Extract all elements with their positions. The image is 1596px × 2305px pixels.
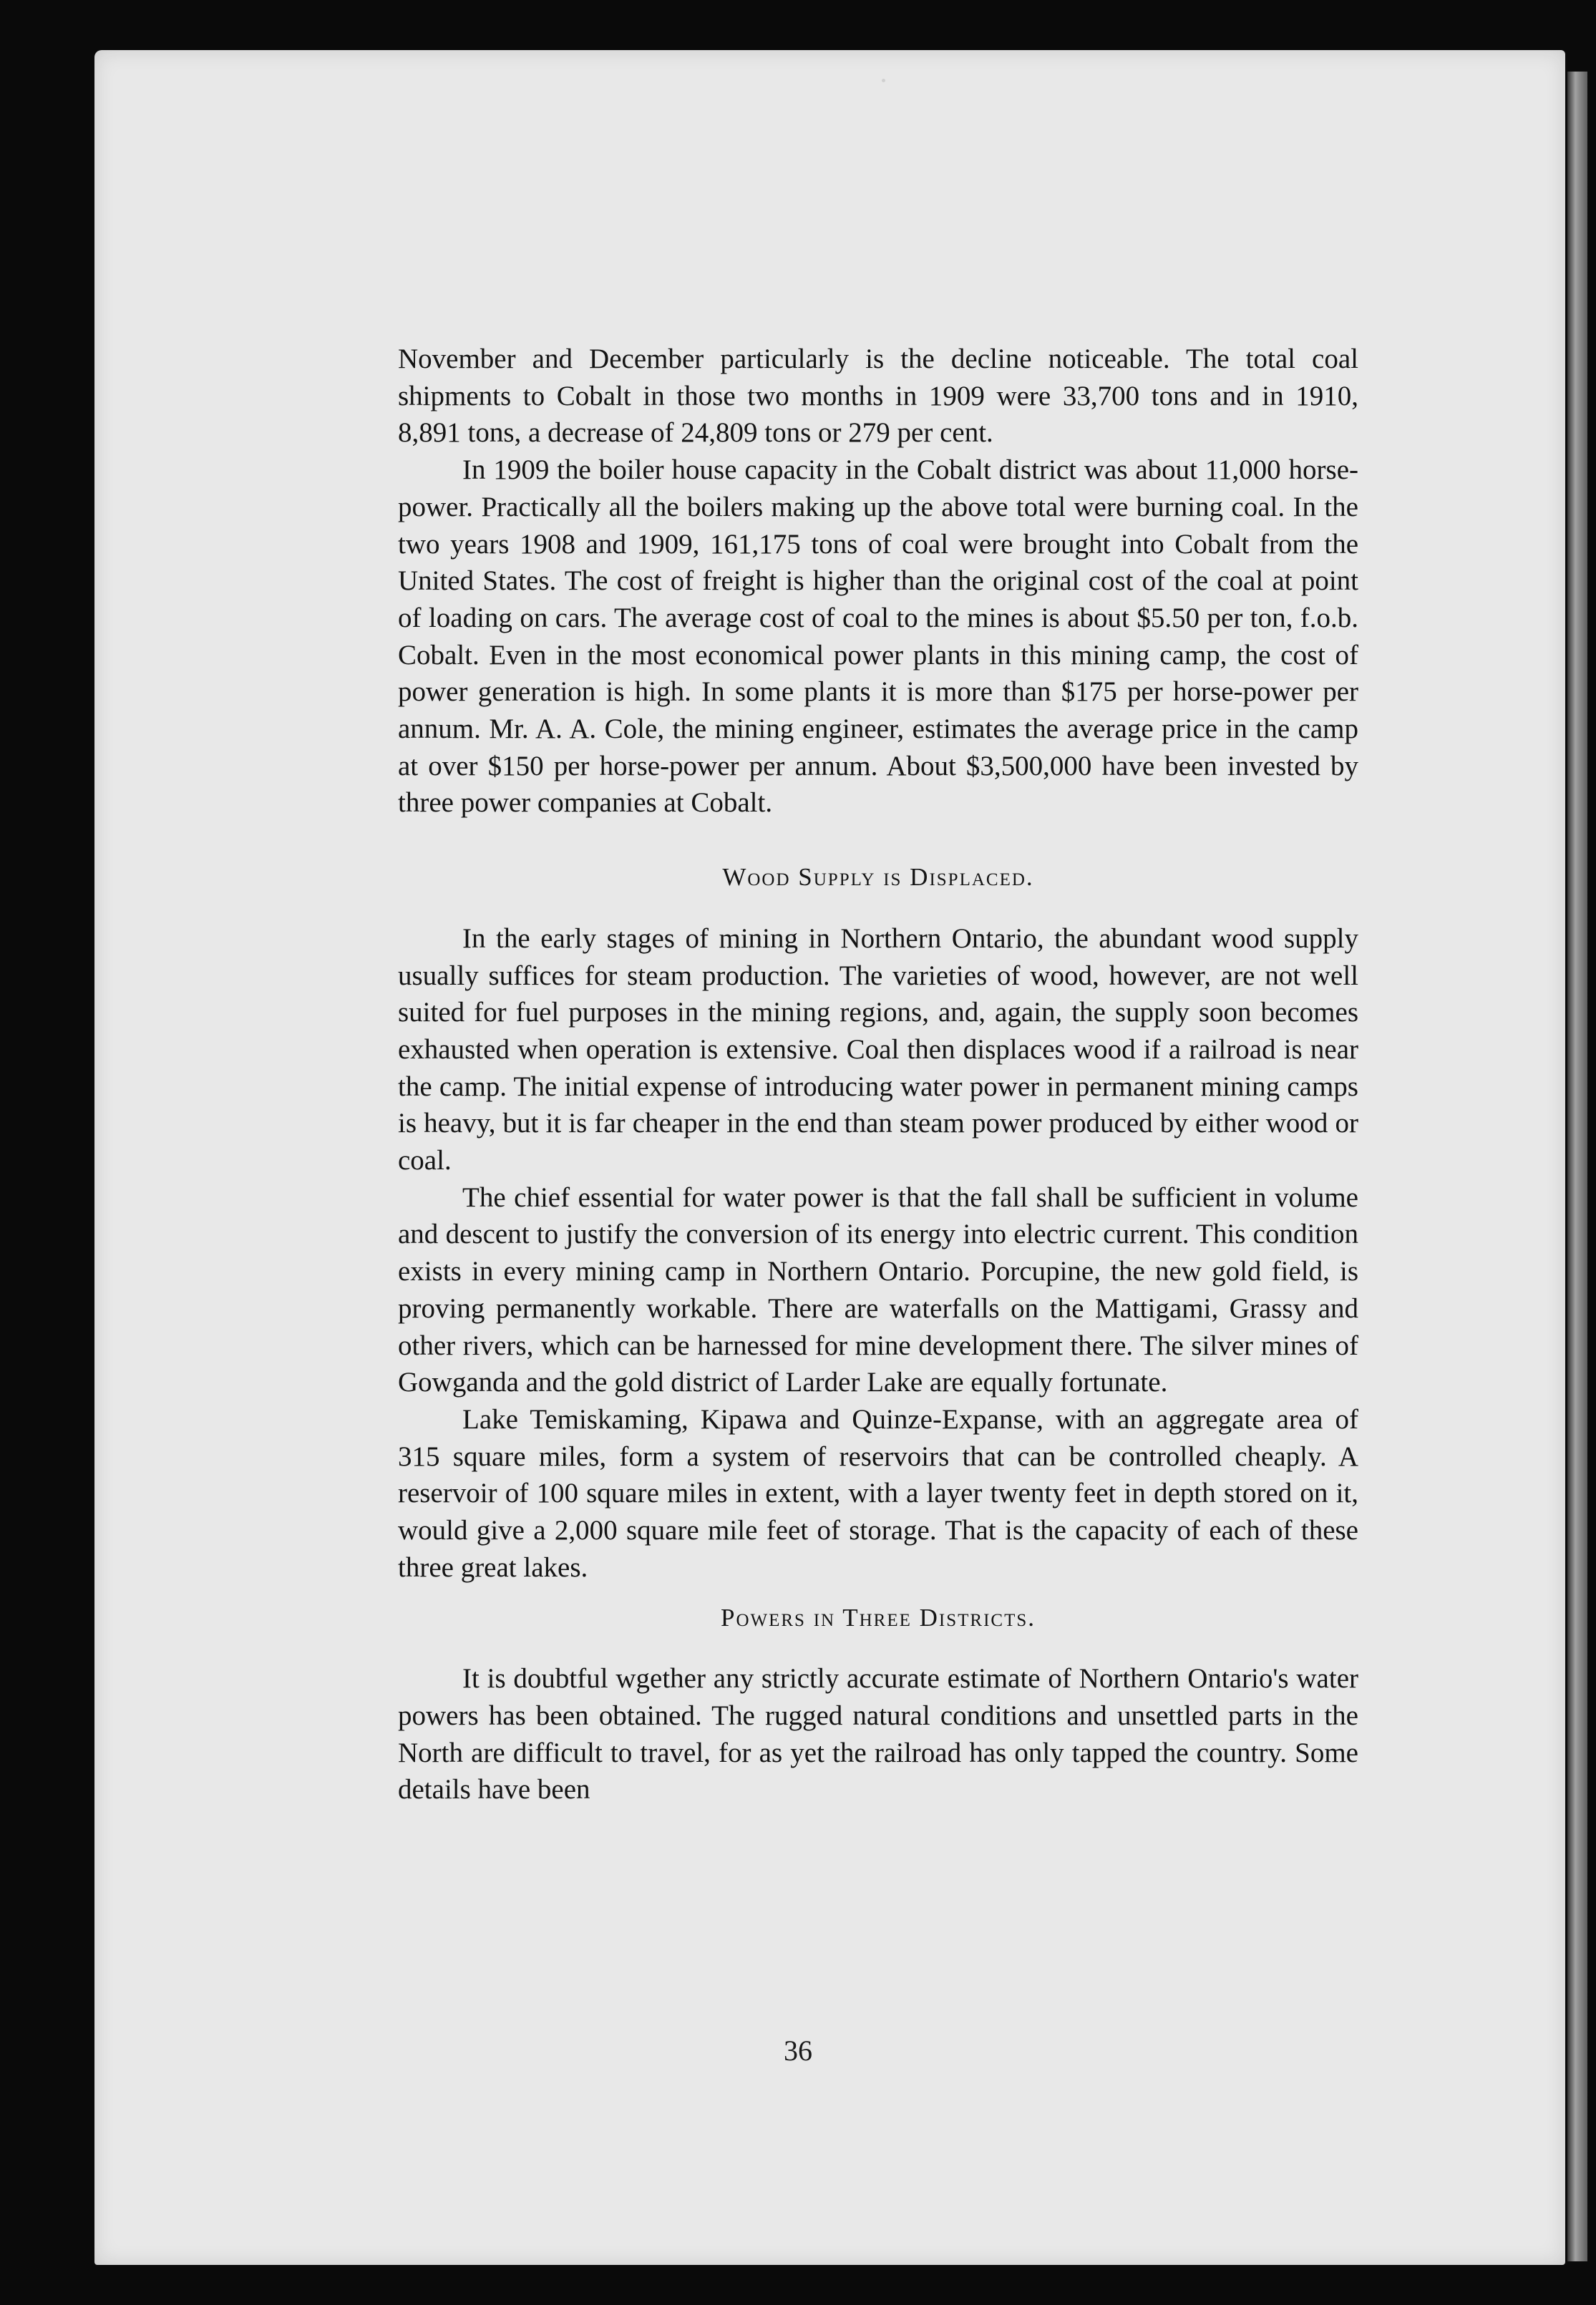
paragraph-continued: November and December particularly is the decline noticeable. The total coal shipments to Cobalt in those two months in 1909 were 33,700 tons and in 1910, 8,891 tons, a decrease of 24,809 tons or 279 per cent. xyxy=(398,343,1358,449)
page-edge xyxy=(1567,72,1587,2261)
body-text xyxy=(398,341,1358,1808)
paragraph-water-power-essential: The chief essential for water power is that the fall shall be sufficient in volume and descent to justify the conversion of its energy into electric current. This condition exists in every mining camp in Northern Ontario. Porcupine, the new gold field, is proving permanently workable. There are waterfalls on the Mattigami, Grassy and other rivers, which can be harnessed for mine development there. The silver mines of Gowganda and the gold district of Larder Lake are equally fortunate. xyxy=(398,1181,1358,1398)
section-heading-wood-supply: Wood Supply is Displaced. xyxy=(722,863,1034,892)
paragraph-boiler-capacity: In 1909 the boiler house capacity in the Cobalt district was about 11,000 horse-power. Practically all the boilers making up the above total were burning coal. In the two years 1908 and 1909, 161,175 tons of coal were brought into Cobalt from the United States. The cost of freight is higher than the original cost of the coal at point of loading on cars. The average cost of coal to the mines is about $5.50 per ton, f.o.b. Cobalt. Even in the most economical power plants in this mining camp, the cost of power generation is high. In some plants it is more than $175 per horse-power per annum. Mr. A. A. Cole, the mining engineer, estimates the average price in the camp at over $150 per horse-power per annum. About $3,500,000 have been invested by three power companies at Cobalt. xyxy=(398,454,1358,819)
paper-speck xyxy=(882,79,885,82)
paragraph-reservoirs: Lake Temiskaming, Kipawa and Quinze-Expanse, with an aggregate area of 315 square miles, form a system of reservoirs that can be controlled cheaply. A reservoir of 100 square miles in extent, with a layer twenty feet in depth stored on it, would give a 2,000 square mile feet of storage. That is the capacity of each of these three great lakes. xyxy=(398,1403,1358,1583)
page-number: 36 xyxy=(784,2034,812,2067)
paragraph-wood-supply: In the early stages of mining in Northern Ontario, the abundant wood supply usually suffices for steam production. The varieties of wood, however, are not well suited for fuel purposes in the mining regions, and, again, the supply soon becomes exhausted when operation is extensive. Coal then displaces wood if a railroad is near the camp. The initial expense of introducing water power in permanent mining camps is heavy, but it is far cheaper in the end than steam power produced by either wood or coal. xyxy=(398,922,1358,1176)
section-heading-three-districts: Powers in Three Districts. xyxy=(721,1603,1036,1632)
paragraph-water-powers-estimate: It is doubtful wgether any strictly accurate estimate of Northern Ontario's water powers has been obtained. The rugged natural conditions and unsettled parts in the North are difficult to travel, for as yet the railroad has only tapped the country. Some details have been xyxy=(398,1663,1358,1805)
